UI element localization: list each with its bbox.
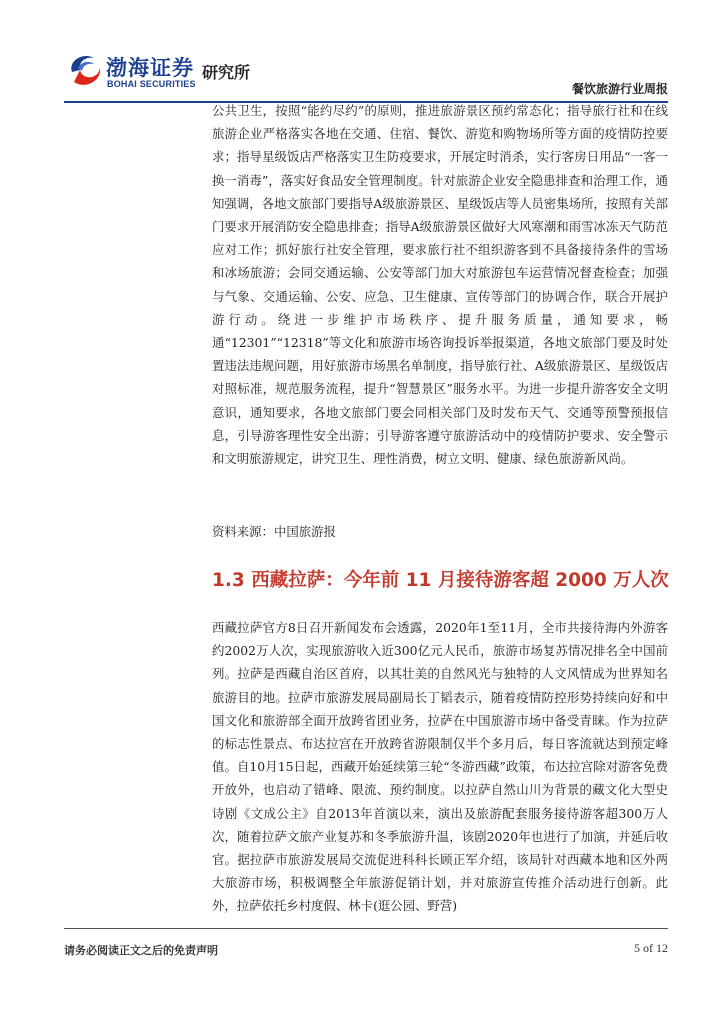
- footer-divider: [64, 928, 668, 929]
- page-header: [64, 50, 668, 102]
- brand-name-cn: 渤海证券: [106, 56, 194, 80]
- report-title: 餐饮旅游行业周报: [571, 82, 668, 96]
- body-paragraph-1: 公共卫生，按照“能约尽约”的原则，推进旅游景区预约常态化；指导旅行社和在线旅游企业严格落实各地在交通、住宿、餐饮、游览和购物场所等方面的疫情防控要求；指导星级饭店严格落实卫生防疫要求，开展定时消杀，实行客房日用品“一客一换一消毒”，落实好食品安全管理制度。针对旅游企业安全隐患排查和治理工作，通知强调，各地文旅部门要指导A级旅游景区、星级饭店等人员密集场所，按照有关部门要求开展消防安全隐患排查；指导A级旅游景区做好大风寒潮和雨雪冰冻天气防范应对工作；抓好旅行社安全管理，要求旅行社不组织游客到不具备接待条件的雪场和冰场旅游；会同交通运输、公安等部门加大对旅游包车运营情况督查检查；加强与气象、交通运输、公安、应急、卫生健康、宣传等部门的协调合作，联合开展护游行动。绕进一步维护市场秩序、提升服务质量，通知要求，畅通“12301”“12318”等文化和旅游市场咨询投诉举报渠道，各地文旅部门要及时处置违法违规问题，用好旅游市场黑名单制度，指导旅行社、A级旅游景区、星级饭店对照标准，规范服务流程，提升“智慧景区”服务水平。为进一步提升游客安全文明意识，通知要求，各地文旅部门要会同相关部门及时发布天气、交通等预警预报信息，引导游客理性安全出游；引导游客遵守旅游活动中的疫情防护要求、安全警示和文明旅游规定，讲究卫生、理性消费，树立文明、健康、绿色旅游新风尚。: [212, 103, 668, 467]
- bohai-logo-icon: [64, 50, 106, 92]
- brand-name-en: BOHAI SECURITIES: [107, 79, 196, 89]
- page-number: 5 of 12: [634, 941, 668, 955]
- source-note: 资料来源：中国旅游报: [212, 524, 336, 539]
- section-heading: 1.3 西藏拉萨：今年前 11 月接待游客超 2000 万人次: [212, 570, 669, 591]
- disclaimer-text: 请务必阅读正文之后的免责声明: [64, 944, 218, 957]
- department-name: 研究所: [202, 63, 251, 82]
- body-paragraph-2: 西藏拉萨官方8日召开新闻发布会透露，2020年1至11月，全市共接待海内外游客约2002万人次，实现旅游收入近300亿元人民币，旅游市场复苏情况排名全中国前列。拉萨是西藏自治区首府，以其壮美的自然风光与独特的人文风情成为世界知名旅游目的地。拉萨市旅游发展局副局长丁韬表示，随着疫情防控形势持续向好和中国文化和旅游部全面开放跨省团业务，拉萨在中国旅游市场中备受青睐。作为拉萨的标志性景点、布达拉宫在开放跨省游限制仅半个多月后，每日客流就达到预定峰值。自10月15日起，西藏开始延续第三轮“冬游西藏”政策，布达拉宫除对游客免费开放外，也启动了错峰、限流、预约制度。以拉萨自然山川为背景的藏文化大型史诗剧《文成公主》自2013年首演以来，演出及旅游配套服务接待游客超300万人次，随着拉萨文旅产业复苏和冬季旅游升温，该剧2020年也进行了加演，并延后收官。据拉萨市旅游发展局交流促进科科长顾正军介绍，该局针对西藏本地和区外两大旅游市场，积极调整全年旅游促销计划，并对旅游宣传推介活动进行创新。此外，拉萨依托乡村度假、林卡(逛公园、野营): [212, 620, 668, 914]
